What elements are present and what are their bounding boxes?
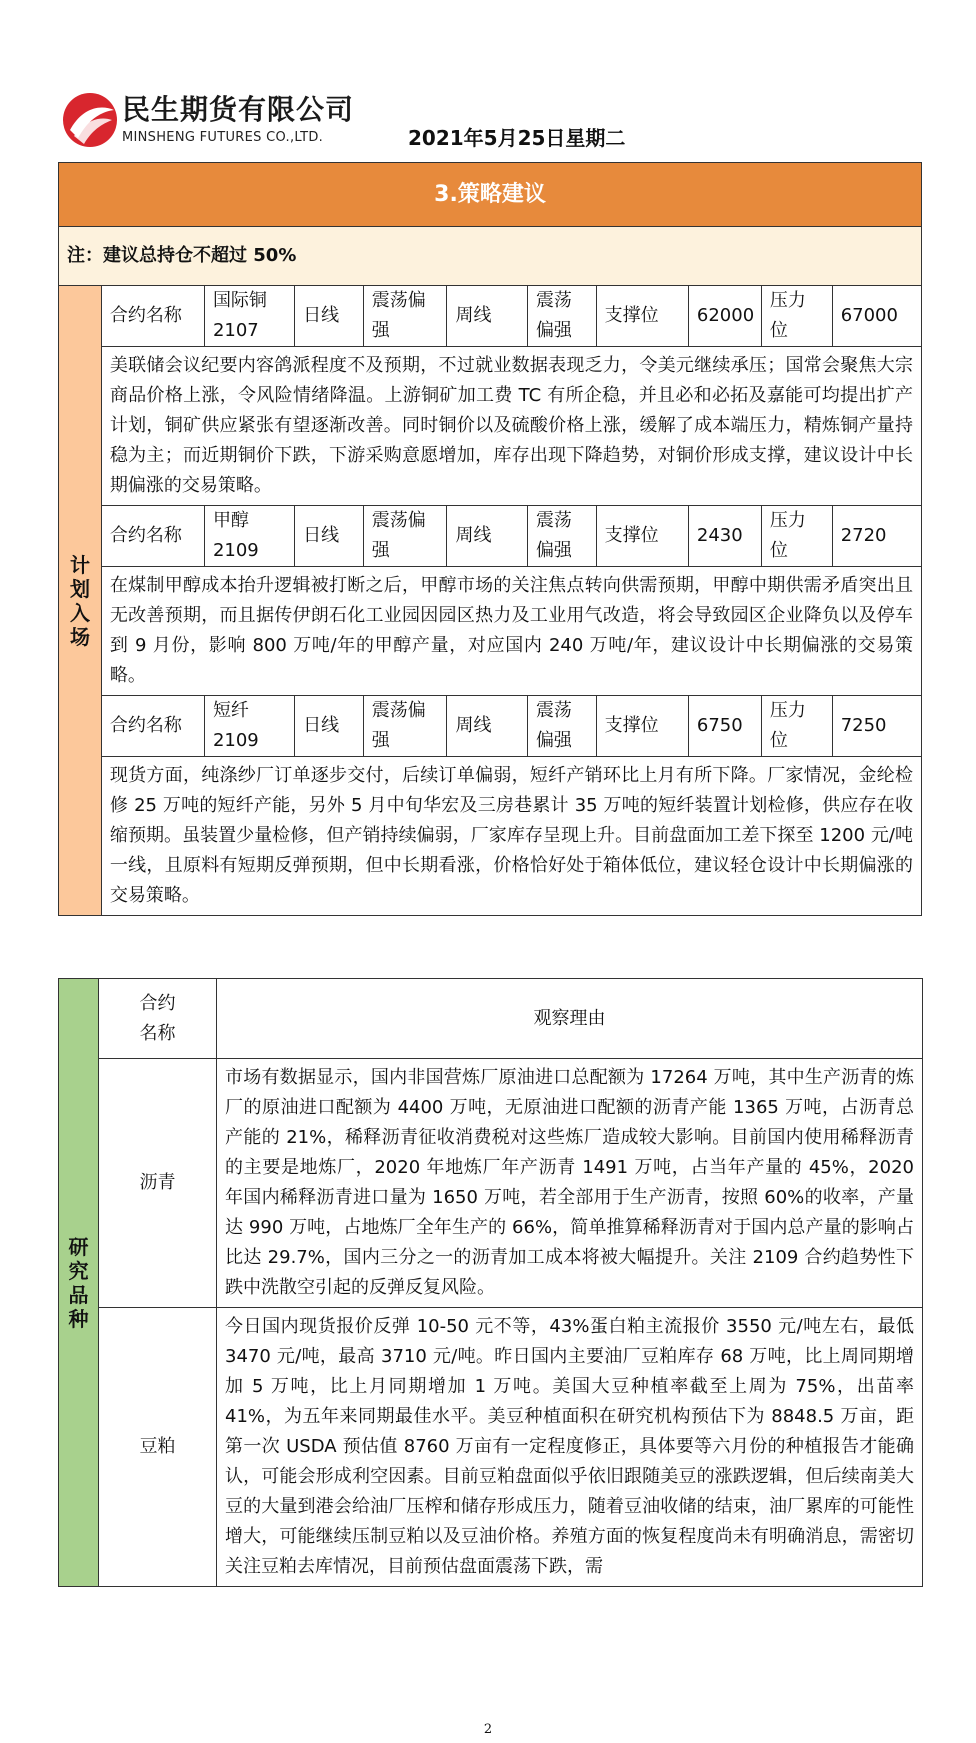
support-value: 6750 [688,696,761,757]
research-table [58,978,923,1587]
support-value: 2430 [688,506,761,567]
section-title: 3.策略建议 [59,163,922,227]
contract-name-label: 合约名称 [101,696,204,757]
support-label: 支撑位 [596,506,688,567]
page-number: 2 [483,1722,493,1737]
weekly-label: 周线 [447,696,527,757]
daily-trend: 震荡偏强 [363,286,447,347]
contract-code: 国际铜 2107 [204,286,294,347]
resistance-value: 7250 [832,696,921,757]
research-row [59,1059,923,1308]
resistance-value: 67000 [832,286,921,347]
resistance-label: 压力位 [761,286,832,347]
research-contract-name: 沥青 [99,1059,217,1308]
daily-label: 日线 [295,696,364,757]
contract-code: 甲醇 2109 [204,506,294,567]
report-date: 2021年5月25日星期二 [408,126,626,150]
research-row [59,1308,923,1587]
weekly-trend: 震荡偏强 [527,286,596,347]
weekly-label: 周线 [447,286,527,347]
position-note: 注：建议总持仓不超过 50% [59,227,922,286]
weekly-label: 周线 [447,506,527,567]
company-name-en: MINSHENG FUTURES CO.,LTD. [122,130,324,145]
resistance-label: 压力位 [761,696,832,757]
research-reason: 市场有数据显示，国内非国营炼厂原油进口总配额为 17264 万吨，其中生产沥青的炼厂的原油进口配额为 4400 万吨，无原油进口配额的沥青产能 1365 万吨，占沥青总产能的 21%，稀释沥青征收消费税对这些炼厂造成较大影响。目前国内使用稀释沥青的主要是地炼厂，2020 年地炼厂年产沥青 1491 万吨，占当年产量的 45%，2020 年国内稀释沥青进口量为 1650 万吨，若全部用于生产沥青，按照 60%的收率，产量达 990 万吨，占地炼厂全年生产的 66%，简单推算稀释沥青对于国内总产量的影响占比达 29.7%，国内三分之一的沥青加工成本将被大幅提升。关注 2109 合约趋势性下跌中洗散空引起的反弹反复风险。 [217,1059,923,1308]
contract-row [59,506,922,567]
daily-trend: 震荡偏强 [363,696,447,757]
daily-trend: 震荡偏强 [363,506,447,567]
minsheng-logo-icon [60,90,120,150]
support-label: 支撑位 [596,696,688,757]
support-value: 62000 [688,286,761,347]
side-label-research: 研究品种 [59,979,99,1587]
research-contract-name: 豆粕 [99,1308,217,1587]
research-reason: 今日国内现货报价反弹 10-50 元不等，43%蛋白粕主流报价 3550 元/吨左右，最低 3470 元/吨，最高 3710 元/吨。昨日国内主要油厂豆粕库存 68 万吨，比上周同期增加 5 万吨，比上月同期增加 1 万吨。美国大豆种植率截至上周为 75%，出苗率 41%，为五年来同期最佳水平。美豆种植面积在研究机构预估下为 8848.5 万亩，距第一次 USDA 预估值 8760 万亩有一定程度修正，具体要等六月份的种植报告才能确认，可能会形成利空因素。目前豆粕盘面似乎依旧跟随美豆的涨跌逻辑，但后续南美大豆的大量到港会给油厂压榨和储存形成压力，随着豆油收储的结束，油厂累库的可能性增大，可能继续压制豆粕以及豆油价格。养殖方面的恢复程度尚未有明确消息，需密切关注豆粕去库情况，目前预估盘面震荡下跌，需 [217,1308,923,1587]
company-name-cn: 民生期货有限公司 [122,93,355,126]
contract-row [59,696,922,757]
side-label-plan-entry: 计划入场 [59,286,102,916]
contract-comment: 在煤制甲醇成本抬升逻辑被打断之后，甲醇市场的关注焦点转向供需预期，甲醇中期供需矛盾突出且无改善预期，而且据传伊朗石化工业园因园区热力及工业用气改造，将会导致园区企业降负以及停车到 9 月份，影响 800 万吨/年的甲醇产量，对应国内 240 万吨/年，建议设计中长期偏涨的交易策略。 [101,567,921,696]
weekly-trend: 震荡偏强 [527,506,596,567]
weekly-trend: 震荡偏强 [527,696,596,757]
contract-code: 短纤 2109 [204,696,294,757]
contract-comment: 美联储会议纪要内容鸽派程度不及预期，不过就业数据表现乏力，令美元继续承压；国常会聚焦大宗商品价格上涨，令风险情绪降温。上游铜矿加工费 TC 有所企稳，并且必和必拓及嘉能可均提出扩产计划，铜矿供应紧张有望逐渐改善。同时铜价以及硫酸价格上涨，缓解了成本端压力，精炼铜产量持稳为主；而近期铜价下跌，下游采购意愿增加，库存出现下降趋势，对铜价形成支撑，建议设计中长期偏涨的交易策略。 [101,347,921,506]
daily-label: 日线 [295,506,364,567]
daily-label: 日线 [295,286,364,347]
column-header-contract: 合约名称 [99,979,217,1059]
contract-name-label: 合约名称 [101,286,204,347]
strategy-table [58,162,922,916]
contract-row [59,286,922,347]
resistance-label: 压力位 [761,506,832,567]
contract-name-label: 合约名称 [101,506,204,567]
contract-comment: 现货方面，纯涤纱厂订单逐步交付，后续订单偏弱，短纤产销环比上月有所下降。厂家情况，金纶检修 25 万吨的短纤产能，另外 5 月中旬华宏及三房巷累计 35 万吨的短纤装置计划检修，供应存在收缩预期。虽装置少量检修，但产销持续偏弱，厂家库存呈现上升。目前盘面加工差下探至 1200 元/吨一线，且原料有短期反弹预期，但中长期看涨，价格恰好处于箱体低位，建议轻仓设计中长期偏涨的交易策略。 [101,757,921,916]
resistance-value: 2720 [832,506,921,567]
page-header [60,82,626,152]
column-header-reason: 观察理由 [217,979,923,1059]
support-label: 支撑位 [596,286,688,347]
